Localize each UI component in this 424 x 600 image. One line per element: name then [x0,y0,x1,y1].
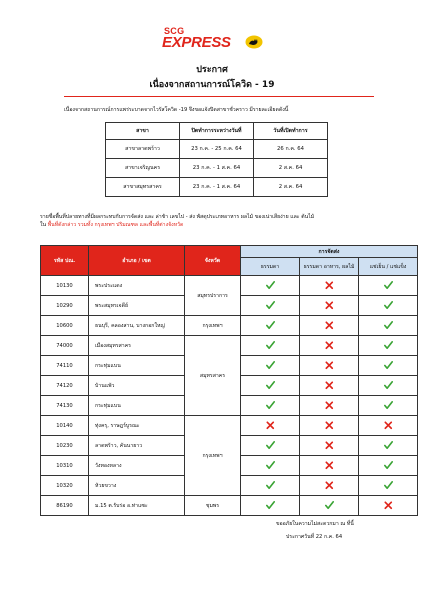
postcode-cell: 10130 [41,276,89,296]
frozen-header: แช่เย็น / แช่แข็ง [359,258,418,276]
check-icon [383,300,394,311]
table-row [106,140,328,159]
postcode-cell: 10230 [41,436,89,456]
table-row [41,496,418,516]
postcode-cell: 10310 [41,456,89,476]
check-icon [383,460,394,471]
check-icon [265,480,276,491]
check-icon [265,380,276,391]
check-icon [265,440,276,451]
cross-icon [324,400,335,411]
delivery-header: การจัดส่ง [241,246,418,258]
district-cell: กระทุ่มแบน [89,356,185,376]
closed-period: 23 ก.ค. - 1 ส.ค. 64 [180,178,254,197]
normal-status-cell [241,376,300,396]
province-header: จังหวัด [185,246,241,276]
check-icon [265,320,276,331]
check-icon [383,480,394,491]
check-icon [265,300,276,311]
normal-status-cell [241,356,300,376]
check-icon [383,340,394,351]
check-icon [265,400,276,411]
reopen-date: 2 ส.ค. 64 [254,178,328,197]
postcode-cell: 10140 [41,416,89,436]
branch-header-row [106,123,328,140]
food-header: ธรรมดา อาหาร, ผลไม้ [300,258,359,276]
district-cell: บ้านแพ้ว [89,376,185,396]
branch-closure-table [105,122,328,197]
cross-icon [324,480,335,491]
postcode-cell: 10600 [41,316,89,336]
apology-text: ขออภัยในความไม่สะดวกมา ณ ที่นี้ [276,521,354,527]
check-icon [383,360,394,371]
branch-name: สาขาสมุทรสาคร [106,178,180,197]
frozen-status-cell [359,496,418,516]
district-cell: ทุ่งครุ, ราษฎร์บูรณะ [89,416,185,436]
intro-text: เนื่องจากสถานการณ์การแพร่ระบาดจากไวรัสโควิด -19 จึงขอแจ้งปิดสาขาชั่วคราว มีรายละเอียดดังนี้ [64,107,289,113]
normal-status-cell [241,476,300,496]
postcode-cell: 86190 [41,496,89,516]
logo-express-text: EXPRESS [162,34,231,51]
food-status-cell [300,416,359,436]
district-cell: พระประแดง [89,276,185,296]
scg-express-logo [162,26,266,52]
district-cell: พระสมุทรเจดีย์ [89,296,185,316]
province-cell: กรุงเทพฯ [185,316,241,336]
table-row [41,276,418,296]
food-status-cell [300,316,359,336]
branch-header: สาขา [106,123,180,140]
cross-icon [324,380,335,391]
cross-icon [383,420,394,431]
cross-icon [265,420,276,431]
cross-icon [324,460,335,471]
check-icon [383,280,394,291]
postcode-header: รหัส ปณ. [41,246,89,276]
area-header-row-1 [41,246,418,258]
cross-icon [324,440,335,451]
frozen-status-cell [359,416,418,436]
announcement-title: ประกาศ [196,65,228,75]
check-icon [265,360,276,371]
postcode-cell: 74130 [41,396,89,416]
reopen-date: 26 ก.ค. 64 [254,140,328,159]
district-cell: ม.15 ต.รับร่อ อ.ท่าแซะ [89,496,185,516]
branch-name: สาขาเจริญนคร [106,159,180,178]
check-icon [265,280,276,291]
cross-icon [324,420,335,431]
closed-period: 23 ก.ค. - 1 ส.ค. 64 [180,159,254,178]
postcode-cell: 10290 [41,296,89,316]
frozen-status-cell [359,436,418,456]
frozen-status-cell [359,316,418,336]
affected-area-note [40,213,390,229]
cross-icon [383,500,394,511]
food-status-cell [300,496,359,516]
branch-name: สาขาลาดพร้าว [106,140,180,159]
logo-scg-text: SCG [164,26,185,36]
province-cell: สมุทรปราการ [185,276,241,316]
check-icon [265,460,276,471]
district-cell: เมืองสมุทรสาคร [89,336,185,356]
cross-icon [324,340,335,351]
delivery-area-table [40,245,418,516]
food-status-cell [300,356,359,376]
normal-status-cell [241,276,300,296]
check-icon [383,320,394,331]
district-cell: ห้วยขวาง [89,476,185,496]
normal-status-cell [241,496,300,516]
cross-icon [324,360,335,371]
note-text: รายชื่อพื้นที่ปลายทางที่มีผลกระทบกับการจัดส่ง และ ล่าช้า เลขไป - ส่ง พัสดุประเภทอาหาร ผลไม้ ของเน่าเสียง่าย และ ต้นไม้ [40,214,315,220]
table-row [41,316,418,336]
check-icon [265,500,276,511]
table-row [106,178,328,197]
food-status-cell [300,276,359,296]
frozen-status-cell [359,396,418,416]
cross-icon [324,280,335,291]
food-status-cell [300,476,359,496]
reopen-date: 2 ส.ค. 64 [254,159,328,178]
district-header: อำเภอ / เขต [89,246,185,276]
district-cell: ธนบุรี, คลองสาน, บางกอกใหญ่ [89,316,185,336]
frozen-status-cell [359,276,418,296]
food-status-cell [300,436,359,456]
cross-icon [324,320,335,331]
province-cell: ชุมพร [185,496,241,516]
announcement-subtitle: เนื่องจากสถานการณ์โควิด - 19 [149,80,275,90]
divider [64,96,374,97]
frozen-status-cell [359,336,418,356]
province-cell: สมุทรสาคร [185,336,241,416]
check-icon [265,340,276,351]
province-cell: กรุงเทพฯ [185,416,241,496]
food-status-cell [300,296,359,316]
food-status-cell [300,456,359,476]
table-row [106,159,328,178]
postcode-cell: 74000 [41,336,89,356]
normal-status-cell [241,416,300,436]
normal-status-cell [241,436,300,456]
district-cell: วังทองหลาง [89,456,185,476]
food-status-cell [300,396,359,416]
frozen-status-cell [359,476,418,496]
food-status-cell [300,336,359,356]
note-text-prefix: ใน [40,222,48,228]
announcement-date: ประกาศวันที่ 22 ก.ค. 64 [286,534,343,540]
closed-period-header: ปิดทำการระหว่างวันที่ [180,123,254,140]
closed-period: 23 ก.ค. - 25 ก.ค. 64 [180,140,254,159]
table-row [41,416,418,436]
postcode-cell: 10320 [41,476,89,496]
check-icon [383,380,394,391]
normal-status-cell [241,316,300,336]
check-icon [324,500,335,511]
normal-header: ธรรมดา [241,258,300,276]
postcode-cell: 74120 [41,376,89,396]
frozen-status-cell [359,296,418,316]
check-icon [383,440,394,451]
normal-status-cell [241,296,300,316]
normal-status-cell [241,396,300,416]
frozen-status-cell [359,456,418,476]
district-cell: กระทุ่มแบน [89,396,185,416]
district-cell: ลาดพร้าว, คันนายาว [89,436,185,456]
reopen-date-header: วันที่เปิดทำการ [254,123,328,140]
normal-status-cell [241,456,300,476]
table-row [41,336,418,356]
postcode-cell: 74110 [41,356,89,376]
normal-status-cell [241,336,300,356]
frozen-status-cell [359,356,418,376]
note-highlight: พื้นที่ดังกล่าว รวมทั้ง กรุงเทพฯ ปริมณฑล และพื้นที่ต่างจังหวัด [47,222,184,228]
frozen-status-cell [359,376,418,396]
check-icon [383,400,394,411]
food-status-cell [300,376,359,396]
black-cat-icon [245,35,263,49]
cross-icon [324,300,335,311]
